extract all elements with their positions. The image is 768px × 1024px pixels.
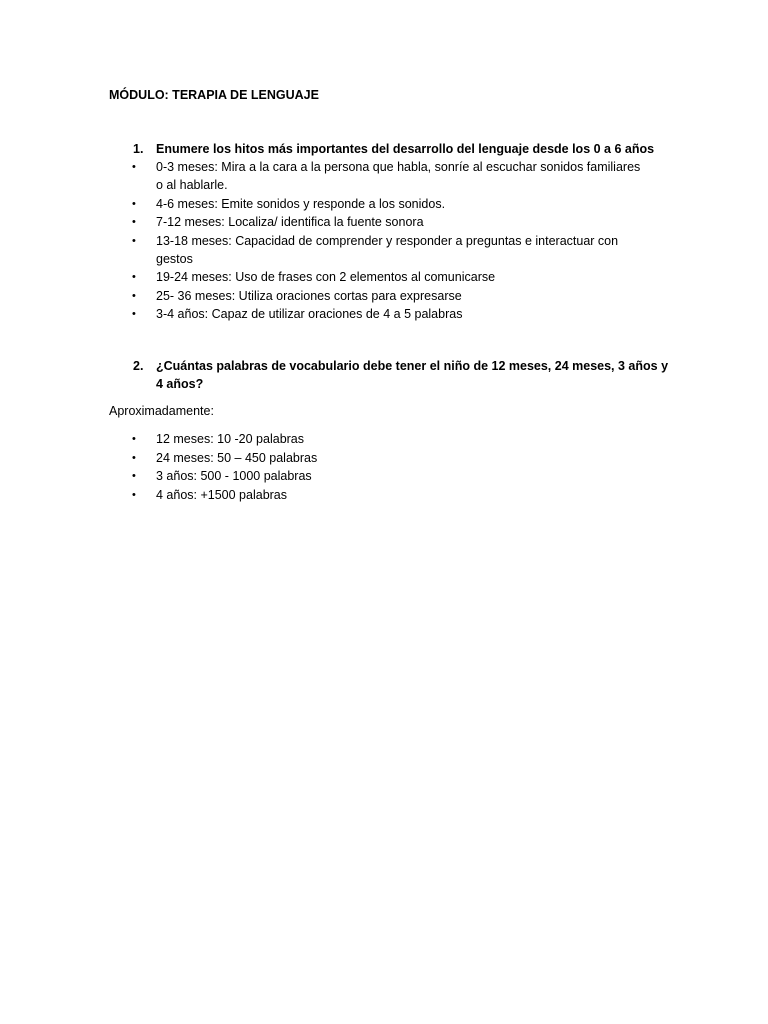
question-2-list — [109, 430, 669, 504]
bullet-icon: • — [132, 470, 136, 482]
bullet-icon: • — [132, 216, 136, 228]
list-item: • 19-24 meses: Uso de frases con 2 elementos al comunicarse — [132, 270, 496, 284]
bullet-icon: • — [132, 488, 136, 501]
list-item: • 7-12 meses: Localiza/ identifica la fuente sonora — [132, 215, 424, 229]
list-item: • 12 meses: 10 -20 palabras — [132, 432, 305, 446]
list-item: • 3 años: 500 - 1000 palabras — [132, 469, 312, 483]
list-item: • 25- 36 meses: Utiliza oraciones cortas para expresarse — [132, 288, 462, 303]
list-item: • 3-4 años: Capaz de utilizar oraciones de 4 a 5 palabras — [132, 307, 463, 321]
question-1-text: Enumere los hitos más importantes del desarrollo del lenguaje desde los 0 a 6 años — [156, 142, 655, 156]
bullet-icon: • — [132, 161, 136, 173]
question-2 — [109, 357, 669, 393]
list-item: • 0-3 meses: Mira a la cara a la persona que habla, sonríe al escuchar sonidos familiares o al hablarle. — [132, 160, 641, 192]
question-2-answers — [109, 430, 669, 504]
question-1 — [109, 140, 669, 324]
bullet-icon: • — [132, 308, 136, 320]
question-1-number: 1. — [133, 142, 144, 156]
question-2-heading — [109, 357, 669, 393]
question-1-list — [109, 158, 669, 323]
question-1-heading — [109, 140, 669, 158]
bullet-icon: • — [132, 451, 136, 464]
question-2-number: 2. — [133, 359, 144, 373]
document-title: MÓDULO: TERAPIA DE LENGUAJE — [109, 88, 319, 102]
bullet-icon: • — [132, 433, 136, 445]
list-item: • 4 años: +1500 palabras — [132, 487, 288, 502]
list-item: • 4-6 meses: Emite sonidos y responde a los sonidos. — [132, 196, 446, 211]
bullet-icon: • — [132, 197, 136, 210]
list-item: • 24 meses: 50 – 450 palabras — [132, 450, 318, 465]
question-2-text: ¿Cuántas palabras de vocabulario debe tener el niño de 12 meses, 24 meses, 3 años y 4 años? — [156, 359, 669, 391]
bullet-icon: • — [132, 271, 136, 283]
bullet-icon: • — [132, 234, 136, 247]
approximately-label: Aproximadamente: — [109, 404, 214, 418]
list-item: • 13-18 meses: Capacidad de comprender y responder a preguntas e interactuar con gestos — [132, 233, 619, 266]
bullet-icon: • — [132, 289, 136, 302]
